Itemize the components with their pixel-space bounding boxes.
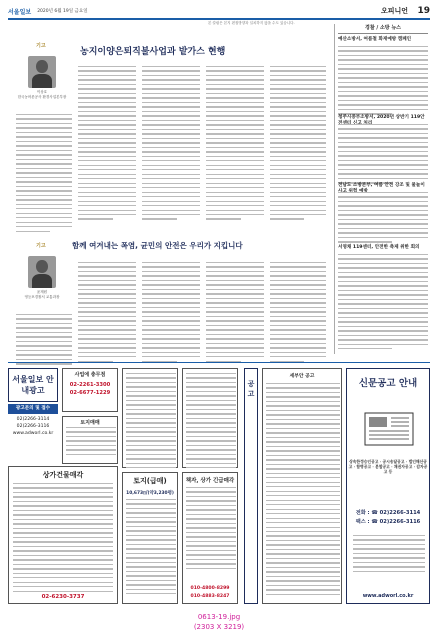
- public-notice-fax: 팩스 : ☎ 02)2266-3116: [355, 519, 421, 525]
- ad-phone[interactable]: 010-4800-8299: [190, 586, 230, 591]
- article2-body-col2: [78, 262, 136, 365]
- classified-phone[interactable]: 02)2266-3114: [16, 417, 50, 422]
- article2-author-name: 윤재원: [36, 290, 48, 294]
- ad-box: [122, 472, 178, 604]
- masthead: [8, 4, 430, 18]
- section-title: 오피니언: [380, 7, 408, 15]
- column-divider: [334, 24, 335, 354]
- ad-title: 책자, 상가 긴급매각: [185, 478, 235, 484]
- public-notice-tel[interactable]: 전화 : ☎ 02)2266-3114: [355, 510, 421, 516]
- right-item-title: 예산소방서, 여름철 화재예방 캠페인: [338, 37, 412, 42]
- classified-url[interactable]: www.adworl.co.kr: [12, 431, 54, 436]
- article2-mark: 기고: [36, 243, 46, 249]
- ad-title: 토지매매: [80, 420, 100, 426]
- ads-divider: [8, 362, 430, 363]
- page-number: 19: [417, 6, 430, 16]
- article2-body-col1: [16, 314, 72, 372]
- newspaper-icon: [359, 409, 419, 449]
- notice-title: 세부안 공고: [289, 374, 315, 379]
- right-item-body: [338, 46, 428, 118]
- ad-box: [182, 472, 238, 604]
- ad-phone[interactable]: 010-4883-8247: [190, 594, 230, 599]
- article1-body-col1: [16, 114, 72, 235]
- classified-sub-badge: 광고문의 및 접수: [8, 404, 58, 414]
- caption-filename: 0613-19.jpg: [197, 613, 241, 621]
- article1-headline: 농지이양은퇴직불사업과 밭가스 현행: [80, 47, 226, 57]
- ad-box: [122, 368, 178, 468]
- notice-vertical-label: [244, 368, 258, 604]
- right-item-body: [338, 254, 428, 353]
- article2-body-col5: [270, 262, 326, 365]
- public-notice-url[interactable]: www.adworl.co.kr: [362, 593, 414, 599]
- right-column-header: 경찰 / 소방 뉴스: [338, 24, 428, 34]
- ad-title: 토지(급매): [133, 477, 167, 485]
- ad-phone[interactable]: 02-6677-1229: [69, 390, 111, 396]
- newspaper-page: [8, 4, 430, 604]
- article1-author-photo: [28, 56, 56, 88]
- ad-box: [62, 416, 118, 464]
- article2-body-col4: [206, 262, 264, 365]
- article2-body-col3: [142, 262, 200, 365]
- ad-box: [62, 368, 118, 412]
- public-notice-desc: 상속한정승인공고 · 공시송달공고 · 법인해산공고 · 합병공고 · 분할공고 · 채권자공고 · 감자공고 등: [348, 458, 428, 474]
- ad-title: 상가건물매각: [42, 471, 84, 479]
- article1-author-title: 한국농어촌공사 환경사업본부장: [17, 95, 67, 99]
- right-item-title: 청주시중부소방서, 2020년 상반기 119안: [338, 115, 425, 120]
- ad-title: 사업에 충무점: [74, 372, 106, 378]
- article1-body-col5: [270, 66, 326, 223]
- right-item-body: [338, 192, 428, 246]
- ad-box: [182, 368, 238, 468]
- article2-author-photo: [28, 256, 56, 288]
- public-notice-ad: [346, 368, 430, 604]
- land-area: 10,673㎡(약3,230평): [126, 491, 174, 496]
- ad-phone[interactable]: 02-2261-3300: [69, 382, 111, 388]
- right-item-title: 전남도 소방본부, 여름 안전 강조 및 물놀이: [338, 183, 425, 188]
- ad-phone[interactable]: 02-6230-3737: [41, 594, 85, 600]
- article2-headline: 함께 여겨내는 폭염, 균민의 안전은 우리가 지킵니다: [72, 241, 243, 250]
- classified-badge: 서울일보 안내광고: [8, 368, 58, 402]
- public-notice-ad-title: 신문공고 안내: [358, 378, 418, 389]
- masthead-rule: [8, 18, 430, 20]
- article1-body-col3: [142, 66, 200, 223]
- article1-body-col4: [206, 66, 264, 223]
- newspaper-logo: 서울일보: [8, 8, 32, 16]
- issue-date: 2020년 6월 19일 금요일: [37, 9, 88, 14]
- article1-mark: 기고: [36, 43, 46, 49]
- article2-author-title: 영등포경찰서 교통과장: [24, 295, 60, 299]
- article1-author-name: 이상호: [36, 90, 48, 94]
- ad-box: [8, 466, 118, 604]
- notice-label: 공고: [247, 380, 255, 398]
- image-caption: [0, 612, 438, 632]
- article1-body-col2: [78, 66, 136, 223]
- right-item-body: [338, 124, 428, 187]
- notice-box: [262, 368, 342, 604]
- caption-dimensions: (2303 X 3219): [193, 623, 245, 631]
- top-note: 본 칼럼은 본지 편집방향과 일치하지 않을 수도 있습니다.: [208, 21, 295, 25]
- classified-fax: 02)2266-3116: [16, 424, 50, 429]
- right-item-title: 서영채 119센터, 안전한 축제 위한 회의: [338, 245, 420, 250]
